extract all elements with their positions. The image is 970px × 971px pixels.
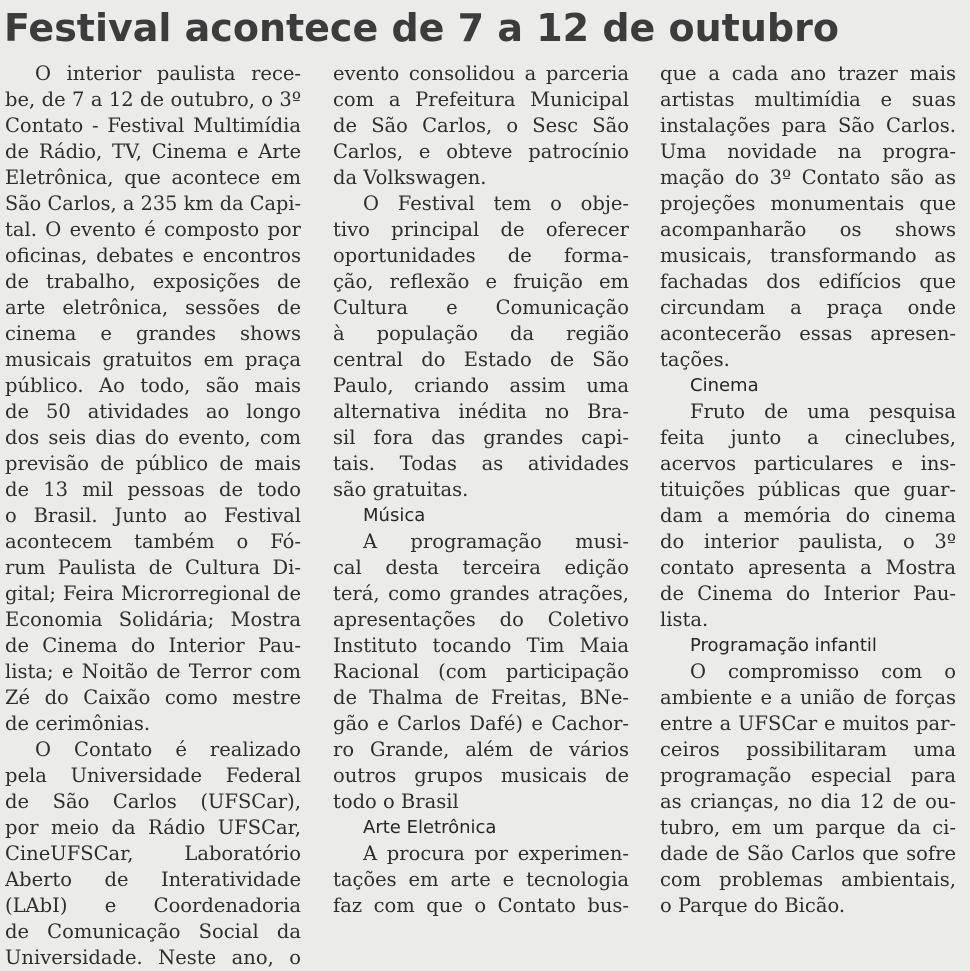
text-line: oportunidades de forma- bbox=[333, 244, 629, 267]
text-line: tituições públicas que guar- bbox=[660, 478, 956, 501]
section-heading-cinema: Cinema bbox=[690, 375, 759, 396]
text-line: O interior paulista rece- bbox=[35, 62, 301, 85]
text-line: Contato - Festival Multimídia bbox=[5, 114, 301, 137]
text-line: apresentações do Coletivo bbox=[333, 608, 629, 631]
text-line: que a cada ano trazer mais bbox=[660, 62, 956, 85]
text-line: O Festival tem o obje- bbox=[363, 192, 629, 215]
text-line: gão e Carlos Dafé) e Cachor- bbox=[333, 712, 629, 735]
column-2 bbox=[333, 61, 629, 919]
text-line: Aberto de Interatividade bbox=[5, 868, 301, 891]
text-line: dos seis dias do evento, com bbox=[5, 426, 301, 449]
text-line: tais. Todas as atividades bbox=[333, 452, 629, 475]
text-line: cal desta terceira edição bbox=[333, 556, 629, 579]
text-line: dade de São Carlos que sofre bbox=[660, 842, 956, 865]
text-line: de 50 atividades ao longo bbox=[5, 400, 301, 423]
text-line: musicais, transformando as bbox=[660, 244, 956, 267]
text-line: tações em arte e tecnologia bbox=[333, 868, 629, 891]
text-line: oficinas, debates e encontros bbox=[5, 244, 301, 267]
text-line: do interior paulista, o 3º bbox=[660, 530, 956, 553]
text-line: instalações para São Carlos. bbox=[660, 114, 956, 137]
text-line: Fruto de uma pesquisa bbox=[690, 400, 956, 423]
text-line: Universidade. Neste ano, o bbox=[5, 946, 301, 969]
text-line: O Contato é realizado bbox=[35, 738, 301, 761]
text-line: da Volkswagen. bbox=[333, 166, 487, 189]
text-line: tações. bbox=[660, 348, 730, 371]
text-line: lista. bbox=[660, 608, 709, 631]
text-line: sil fora das grandes capi- bbox=[333, 426, 629, 449]
text-line: A programação musi- bbox=[363, 530, 629, 553]
text-line: ambiente e a união de forças bbox=[660, 686, 956, 709]
text-line: de 13 mil pessoas de todo bbox=[5, 478, 301, 501]
text-line: feita junto a cineclubes, bbox=[660, 426, 956, 449]
text-line: mação do 3º Contato são as bbox=[660, 166, 956, 189]
text-line: as crianças, no dia 12 de ou- bbox=[660, 790, 956, 813]
section-heading-programacao-infantil: Programação infantil bbox=[690, 635, 877, 656]
text-line: público. Ao todo, são mais bbox=[5, 374, 301, 397]
text-line: artistas multimídia e suas bbox=[660, 88, 956, 111]
text-line: tubro, em um parque da ci- bbox=[660, 816, 956, 839]
text-line: o Parque do Bicão. bbox=[660, 894, 846, 917]
text-line: be, de 7 a 12 de outubro, o 3º bbox=[5, 88, 301, 111]
text-line: de Cinema do Interior Pau- bbox=[5, 634, 301, 657]
text-line: lista; e Noitão de Terror com bbox=[5, 660, 301, 683]
column-1 bbox=[5, 61, 301, 971]
text-line: Racional (com participação bbox=[333, 660, 629, 683]
text-line: ceiros possibilitaram uma bbox=[660, 738, 956, 761]
text-line: Cultura e Comunicação bbox=[333, 296, 629, 319]
text-line: ção, reflexão e fruição em bbox=[333, 270, 629, 293]
text-line: tivo principal de oferecer bbox=[333, 218, 629, 241]
text-line: de São Carlos, o Sesc São bbox=[333, 114, 629, 137]
text-line: todo o Brasil bbox=[333, 790, 459, 813]
text-line: programação especial para bbox=[660, 764, 956, 787]
text-line: com problemas ambientais, bbox=[660, 868, 956, 891]
text-line: outros grupos musicais de bbox=[333, 764, 629, 787]
text-line: por meio da Rádio UFSCar, bbox=[5, 816, 301, 839]
text-line: acontecem também o Fó- bbox=[5, 530, 301, 553]
text-line: à população da região bbox=[333, 322, 629, 345]
text-line: de Cinema do Interior Pau- bbox=[660, 582, 956, 605]
text-line: são gratuitas. bbox=[333, 478, 469, 501]
text-line: Zé do Caixão como mestre bbox=[5, 686, 301, 709]
text-line: de São Carlos (UFSCar), bbox=[5, 790, 301, 813]
text-line: gital; Feira Microrregional de bbox=[5, 582, 301, 605]
text-line: de Thalma de Freitas, BNe- bbox=[333, 686, 629, 709]
text-line: cinema e grandes shows bbox=[5, 322, 301, 345]
text-line: musicais gratuitos em praça bbox=[5, 348, 301, 371]
text-line: faz com que o Contato bus- bbox=[333, 894, 629, 917]
text-line: Uma novidade na progra- bbox=[660, 140, 956, 163]
text-line: ro Grande, além de vários bbox=[333, 738, 629, 761]
text-line: acompanharão os shows bbox=[660, 218, 956, 241]
text-line: projeções monumentais que bbox=[660, 192, 956, 215]
text-line: Eletrônica, que acontece em bbox=[5, 166, 301, 189]
text-line: O compromisso com o bbox=[690, 660, 956, 683]
text-line: Carlos, e obteve patrocínio bbox=[333, 140, 629, 163]
section-heading-musica: Música bbox=[363, 505, 426, 526]
column-3 bbox=[660, 61, 956, 919]
text-line: CineUFSCar, Laboratório bbox=[5, 842, 301, 865]
text-line: A procura por experimen- bbox=[363, 842, 629, 865]
text-line: Instituto tocando Tim Maia bbox=[333, 634, 629, 657]
text-line: acervos particulares e ins- bbox=[660, 452, 956, 475]
text-line: acontecerão essas apresen- bbox=[660, 322, 956, 345]
text-line: de Comunicação Social da bbox=[5, 920, 301, 943]
text-line: entre a UFSCar e muitos par- bbox=[660, 712, 956, 735]
section-heading-arte-eletronica: Arte Eletrônica bbox=[363, 817, 497, 838]
text-line: de trabalho, exposições de bbox=[5, 270, 301, 293]
text-line: contato apresenta a Mostra bbox=[660, 556, 956, 579]
text-line: com a Prefeitura Municipal bbox=[333, 88, 629, 111]
text-line: circundam a praça onde bbox=[660, 296, 956, 319]
text-line: arte eletrônica, sessões de bbox=[5, 296, 301, 319]
text-line: alternativa inédita no Bra- bbox=[333, 400, 629, 423]
text-line: (LAbI) e Coordenadoria bbox=[5, 894, 301, 917]
text-line: de cerimônias. bbox=[5, 712, 151, 735]
text-line: central do Estado de São bbox=[333, 348, 629, 371]
text-line: rum Paulista de Cultura Di- bbox=[5, 556, 301, 579]
text-line: Paulo, criando assim uma bbox=[333, 374, 629, 397]
text-line: tal. O evento é composto por bbox=[5, 218, 301, 241]
text-line: terá, como grandes atrações, bbox=[333, 582, 629, 605]
text-line: evento consolidou a parceria bbox=[333, 62, 629, 85]
text-line: São Carlos, a 235 km da Capi- bbox=[5, 192, 301, 215]
text-line: o Brasil. Junto ao Festival bbox=[5, 504, 301, 527]
text-line: Economia Solidária; Mostra bbox=[5, 608, 301, 631]
text-line: dam a memória do cinema bbox=[660, 504, 956, 527]
text-line: de Rádio, TV, Cinema e Arte bbox=[5, 140, 301, 163]
headline: Festival acontece de 7 a 12 de outubro bbox=[4, 6, 839, 50]
text-line: previsão de público de mais bbox=[5, 452, 301, 475]
text-line: pela Universidade Federal bbox=[5, 764, 301, 787]
text-line: fachadas dos edifícios que bbox=[660, 270, 956, 293]
